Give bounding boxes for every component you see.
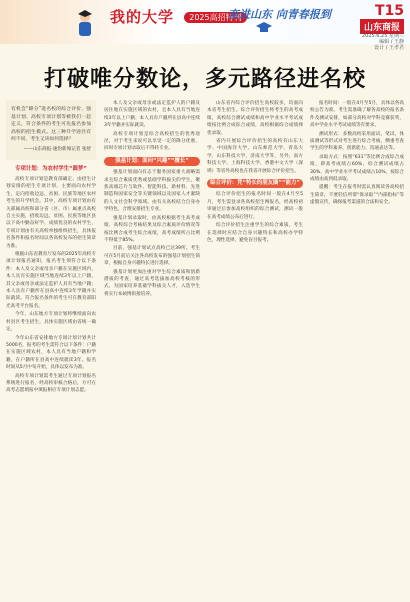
article-paragraph: 高校专项计划是综合高校招生的优秀途径，对于考生来说可以享受一定的降分优惠，同时专项计划录取后不得转专业。 bbox=[104, 131, 200, 152]
newspaper-name: 山东商报 bbox=[360, 19, 404, 34]
subhead-special-plan: 专项计划：为农村学生“圆梦” bbox=[15, 165, 87, 172]
article-paragraph: 省内开展综合评价招生的高校有山东大学、中国海洋大学、山东师范大学、青岛大学、山东科技大学、济南大学等，另外，南方科技大学、上海科技大学、香港中文大学（深圳）等省外高校也在我省开展综合评价招生。 bbox=[207, 139, 303, 174]
column-2 bbox=[104, 100, 200, 299]
article-paragraph: 强基计划更加注重对学生综合素质和创新潜质的考查，通过高考选拔加高校考核的形式，为国家培养基础学科拔尖人才，入选学生将实行本硕博衔接培养。 bbox=[104, 269, 200, 297]
brand-title: 我的大学 bbox=[110, 8, 175, 26]
article-paragraph: 录取方式：按照“631”等比例合成综合成绩，即高考成绩占60%、综合测试成绩占30%、高中学业水平考试成绩占10%，按综合成绩由高到低录取。 bbox=[310, 154, 404, 183]
mortarboard-icon bbox=[255, 22, 273, 34]
column-1 bbox=[6, 100, 96, 396]
issue-date: 2025.6.25 星期三 bbox=[361, 33, 404, 39]
headline: 打破唯分数论，多元路径进名校 bbox=[43, 67, 366, 92]
column-4 bbox=[310, 100, 404, 208]
masthead bbox=[0, 0, 410, 51]
subhead-comprehensive: 综合评价：凭“特长的朋友圈”“能力” bbox=[207, 179, 303, 188]
article-paragraph: 强基计划面向有志于服务国家重大战略需求且综合素质优秀或基础学科拔尖的学生，聚焦高端芯片与软件、智能科技、新材料、先进制造和国家安全等关键领域以及国家人才紧缺的人文社会科学领域。由有关高校结合自身办学特色，合理安排招生专业。 bbox=[104, 170, 200, 213]
article-paragraph: 今年山东省安排地方专项计划计划共计5000名，报考的考生需符合以下条件：户籍在实施区域农村，本人具有当地户籍和学籍，在户籍所在县高中连续就读3年。报名时间从5月中旬开始，具体以发布为准。 bbox=[6, 335, 96, 371]
subhead-strong-base: 强基计划：面向“兴趣”“擅长” bbox=[104, 157, 200, 166]
brand-block bbox=[110, 6, 247, 27]
slogan: 奋进山东 向青春报到 bbox=[228, 8, 331, 21]
article-paragraph: 根据山东省教育厅发布的2025年高校专项计划报名通知，报名考生须符合以下条件：本人及父亲或母亲户籍在实施区域内，本人具有实施区域当地连续3年以上户籍，其父亲或母亲或法定监护人具有当地户籍；本人具有户籍所在县高中连续3年学籍并实际就读。符合报名条件的考生可在教育部阳光高考平台报名。 bbox=[6, 252, 96, 309]
lead-text: 有机会“降分”进名校的综合评价、强基计划、高校专项计划等被我们一起定义，符合条件的考生可先报名参加高校的招生模式。这三种升学途径有何不同，考生又该如何选择？ bbox=[11, 107, 91, 143]
column-3 bbox=[207, 100, 303, 245]
article-paragraph: 提醒：考生在报考时需认真阅读各高校招生简章，不要轻信所谓“保录取”“内部指标”等虚假宣传，确保报考渠道的合法和安全。 bbox=[310, 185, 404, 206]
graduate-illustration-icon bbox=[70, 8, 100, 38]
designer-credit: 设计 / 王孝君 bbox=[374, 45, 404, 51]
byline: ——山东商报·速豹新闻记者 张舒 bbox=[23, 146, 91, 152]
brand-subtitle: 2025高招特刊 bbox=[184, 12, 246, 23]
editor-credit: 编辑 / 王静 bbox=[379, 39, 404, 45]
article-paragraph: 高校专项计划需考生通过专项计划报名系统进行报名，经高校审核合格后，方可在高考志愿填报中填报相应专项计划志愿。 bbox=[6, 373, 96, 394]
article-paragraph: 综合评价招生注重学生的综合素质，考生在选择时应结合自身兴趣特长和高校办学特色，理性选择，避免盲目报考。 bbox=[207, 223, 303, 243]
issue-meta bbox=[362, 33, 404, 51]
article-paragraph: 测试形式：多数高校采用面试、笔试、体质测试等形式对考生进行综合考核，侧重考查学生的学科素养、创新能力、沟通表达等。 bbox=[310, 131, 404, 152]
article-paragraph: 今年，山东地方专项计划将继续面向农村县区考生招生，具体实施区域由省统一确定。 bbox=[6, 312, 96, 333]
lead-paragraph bbox=[6, 100, 96, 160]
article-paragraph: 高校专项计划是教育部确定、由招生计划安排的招生专项计划，主要面向农村学生，定向招收边远、贫困、民族等地区农村考生的升学机会。其中，高校专项计划由有关部属高校和部分省（区、市）属重点高校自主实施，招收边远、贫困、民族等地区县以下高中勤奋好学、成绩优良的农村学生，专项计划由有关高校单独组织招生，具体报名条件和报名时间以各高校发布的招生简章为准。 bbox=[6, 176, 96, 249]
article-paragraph: 本人及父亲或母亲或法定监护人的户籍及居住地在实施区域的农村，且本人具有当地连续3年以上户籍；本人具有户籍所在县高中连续3年学籍并实际就读。 bbox=[104, 101, 200, 129]
article-paragraph: 综合评价招生的报名时间一般在4月至5月，考生需登录各高校招生网报名，经高校初审通过后参加高校组织的综合测试，测试一般在高考成绩公布后进行。 bbox=[207, 192, 303, 220]
article-paragraph: 目前，强基计划试点高校已达39所。考生可在5月前后关注各高校发布的强基计划招生简章，根据自身兴趣特长进行选择。 bbox=[104, 246, 200, 267]
page-number: T15 bbox=[374, 3, 404, 19]
article-paragraph: 报名时间：一般在4月至5月，具体以各高校公告为准。考生需准确了解各高校的报名条件及测试安排，如部分高校对学科竞赛获奖、高中学业水平考试成绩等有要求。 bbox=[310, 101, 404, 129]
article-paragraph: 山东省内综合评价招生高校较多，均面向本省考生招生。综合评价招生将考生的高考成绩、高校综合测试成绩和高中学业水平考试成绩按比例合成综合成绩，高校根据综合成绩择优录取。 bbox=[207, 101, 303, 136]
article-paragraph: 强基计划录取时，由高校根据考生高考成绩、高校综合考核结果及综合素质评价情况等按比例合成考生综合成绩，高考成绩所占比例不得低于85%。 bbox=[104, 215, 200, 243]
